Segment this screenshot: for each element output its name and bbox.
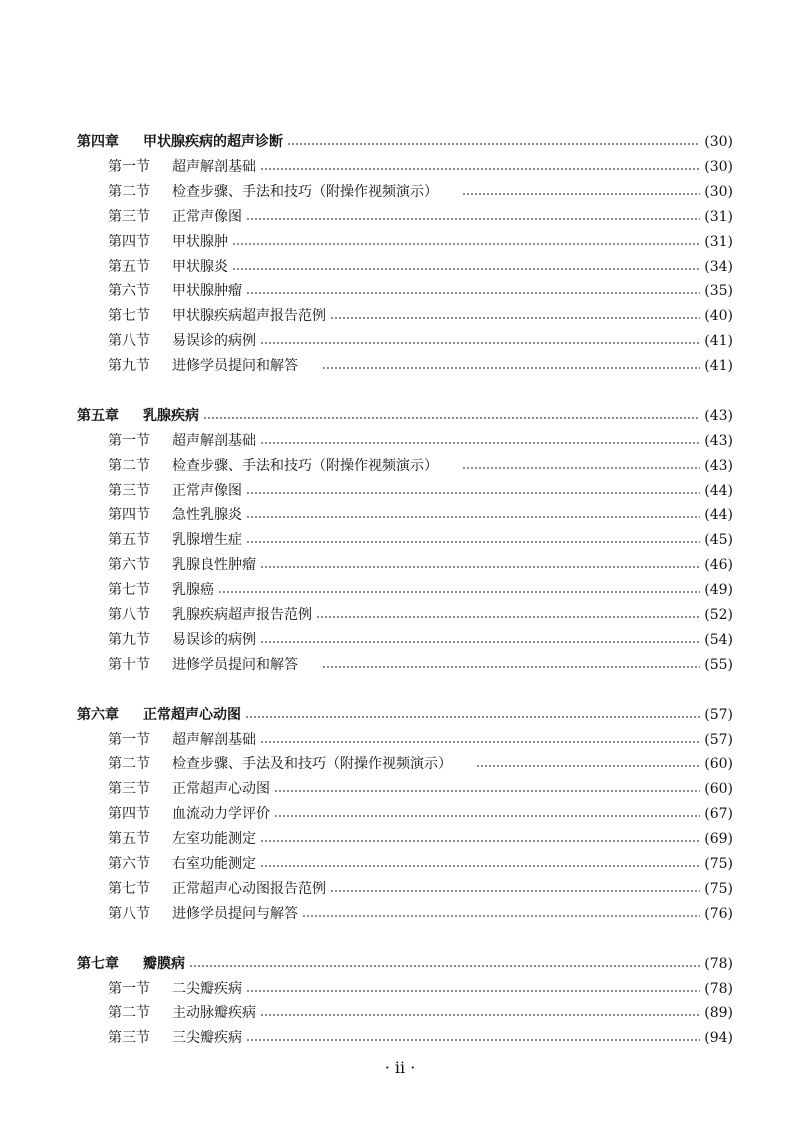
section-number: 第十节 — [108, 657, 150, 673]
section-title: 正常超声心动图 — [172, 781, 270, 797]
toc-section-entry — [108, 429, 733, 453]
toc-section-entry — [108, 628, 733, 652]
section-number: 第一节 — [108, 433, 150, 449]
page-reference: (75) — [704, 856, 733, 872]
page-reference: (30) — [704, 159, 733, 175]
dot-leader — [302, 915, 700, 917]
page-reference: (57) — [704, 732, 733, 748]
dot-leader — [274, 815, 700, 817]
dot-leader — [322, 666, 700, 668]
section-title: 易误诊的病例 — [172, 632, 256, 648]
dot-leader — [260, 566, 700, 568]
dot-leader — [322, 367, 700, 369]
page-reference: (43) — [704, 433, 733, 449]
toc-section-entry — [108, 728, 733, 752]
dot-leader — [260, 342, 700, 344]
section-number: 第五节 — [108, 532, 150, 548]
section-number: 第八节 — [108, 906, 150, 922]
section-number: 第四节 — [108, 234, 150, 250]
section-title: 检查步骤、手法及和技巧（附操作视频演示） — [172, 756, 452, 772]
page-reference: (75) — [704, 881, 733, 897]
page-reference: (30) — [704, 134, 733, 150]
section-title: 甲状腺肿 — [172, 234, 228, 250]
toc-section-entry — [108, 1001, 733, 1025]
dot-leader — [246, 492, 700, 494]
page-reference: (45) — [704, 532, 733, 548]
section-title: 进修学员提问和解答 — [172, 358, 298, 374]
toc-section-entry — [108, 977, 733, 1001]
page-reference: (54) — [704, 632, 733, 648]
dot-leader — [232, 243, 700, 245]
page-reference: (46) — [704, 557, 733, 573]
page-reference: (76) — [704, 906, 733, 922]
section-title: 检查步骤、手法和技巧（附操作视频演示） — [172, 458, 438, 474]
section-number: 第二节 — [108, 1005, 150, 1021]
page-reference: (60) — [704, 756, 733, 772]
toc-chapter-entry — [77, 130, 733, 154]
dot-leader — [246, 1039, 700, 1041]
dot-leader — [189, 965, 700, 967]
page-reference: (49) — [704, 582, 733, 598]
chapter-number: 第五章 — [77, 408, 119, 424]
toc-section-entry — [108, 852, 733, 876]
page-reference: (89) — [704, 1005, 733, 1021]
section-title: 甲状腺炎 — [172, 259, 228, 275]
section-number: 第一节 — [108, 159, 150, 175]
toc-chapter-entry — [77, 703, 733, 727]
page-reference: (35) — [704, 283, 733, 299]
section-title: 正常声像图 — [172, 483, 242, 499]
section-number: 第五节 — [108, 831, 150, 847]
toc-section-entry — [108, 802, 733, 826]
dot-leader — [246, 516, 700, 518]
section-number: 第七节 — [108, 308, 150, 324]
dot-leader — [316, 616, 700, 618]
dot-leader — [260, 442, 700, 444]
section-number: 第三节 — [108, 483, 150, 499]
section-number: 第二节 — [108, 458, 150, 474]
section-number: 第一节 — [108, 981, 150, 997]
section-title: 检查步骤、手法和技巧（附操作视频演示） — [172, 184, 438, 200]
section-title: 乳腺增生症 — [172, 532, 242, 548]
toc-section-entry — [108, 553, 733, 577]
section-number: 第四节 — [108, 806, 150, 822]
dot-leader — [330, 890, 700, 892]
dot-leader — [246, 541, 700, 543]
chapter-number: 第六章 — [77, 707, 119, 723]
page-reference: (94) — [704, 1030, 733, 1046]
section-number: 第六节 — [108, 856, 150, 872]
chapter-title: 瓣膜病 — [143, 956, 185, 972]
section-title: 急性乳腺炎 — [172, 507, 242, 523]
chapter-title: 正常超声心动图 — [143, 707, 241, 723]
toc-section-entry — [108, 454, 733, 478]
toc-section-entry — [108, 304, 733, 328]
dot-leader — [462, 467, 700, 469]
section-title: 进修学员提问和解答 — [172, 657, 298, 673]
dot-leader — [260, 1014, 700, 1016]
toc-section-entry — [108, 827, 733, 851]
toc-section-entry — [108, 877, 733, 901]
page-reference: (55) — [704, 657, 733, 673]
section-title: 正常超声心动图报告范例 — [172, 881, 326, 897]
dot-leader — [246, 218, 700, 220]
dot-leader — [218, 591, 700, 593]
section-number: 第一节 — [108, 732, 150, 748]
toc-section-entry — [108, 230, 733, 254]
page-reference: (57) — [704, 707, 733, 723]
section-title: 甲状腺肿瘤 — [172, 283, 242, 299]
page-reference: (30) — [704, 184, 733, 200]
section-number: 第三节 — [108, 209, 150, 225]
toc-section-entry — [108, 155, 733, 179]
chapter-number: 第四章 — [77, 134, 119, 150]
toc-section-entry — [108, 902, 733, 926]
section-number: 第八节 — [108, 333, 150, 349]
dot-leader — [260, 168, 700, 170]
chapter-number: 第七章 — [77, 956, 119, 972]
page-reference: (60) — [704, 781, 733, 797]
page-reference: (69) — [704, 831, 733, 847]
toc-section-entry — [108, 180, 733, 204]
section-number: 第九节 — [108, 358, 150, 374]
section-number: 第八节 — [108, 607, 150, 623]
toc-section-entry — [108, 777, 733, 801]
section-number: 第三节 — [108, 1030, 150, 1046]
dot-leader — [287, 143, 700, 145]
section-title: 超声解剖基础 — [172, 732, 256, 748]
dot-leader — [274, 790, 700, 792]
section-number: 第六节 — [108, 557, 150, 573]
page-reference: (40) — [704, 308, 733, 324]
dot-leader — [260, 641, 700, 643]
toc-section-entry — [108, 279, 733, 303]
page-reference: (44) — [704, 507, 733, 523]
dot-leader — [203, 417, 700, 419]
section-title: 右室功能测定 — [172, 856, 256, 872]
section-title: 左室功能测定 — [172, 831, 256, 847]
section-number: 第三节 — [108, 781, 150, 797]
section-number: 第二节 — [108, 756, 150, 772]
chapter-title: 乳腺疾病 — [143, 408, 199, 424]
section-title: 乳腺良性肿瘤 — [172, 557, 256, 573]
dot-leader — [330, 317, 700, 319]
section-title: 进修学员提问与解答 — [172, 906, 298, 922]
page-reference: (78) — [704, 981, 733, 997]
section-title: 易误诊的病例 — [172, 333, 256, 349]
toc-section-entry — [108, 528, 733, 552]
page-reference: (41) — [704, 358, 733, 374]
page-reference: (31) — [704, 209, 733, 225]
page-reference: (31) — [704, 234, 733, 250]
toc-section-entry — [108, 578, 733, 602]
section-title: 甲状腺疾病超声报告范例 — [172, 308, 326, 324]
toc-section-entry — [108, 479, 733, 503]
dot-leader — [246, 990, 700, 992]
section-title: 血流动力学评价 — [172, 806, 270, 822]
section-number: 第六节 — [108, 283, 150, 299]
section-title: 主动脉瓣疾病 — [172, 1005, 256, 1021]
dot-leader — [476, 765, 700, 767]
dot-leader — [246, 292, 700, 294]
section-title: 超声解剖基础 — [172, 433, 256, 449]
dot-leader — [462, 193, 700, 195]
page-reference: (34) — [704, 259, 733, 275]
section-title: 三尖瓣疾病 — [172, 1030, 242, 1046]
page-reference: (44) — [704, 483, 733, 499]
dot-leader — [260, 741, 700, 743]
section-number: 第二节 — [108, 184, 150, 200]
page-reference: (41) — [704, 333, 733, 349]
toc-section-entry — [108, 503, 733, 527]
section-number: 第四节 — [108, 507, 150, 523]
chapter-title: 甲状腺疾病的超声诊断 — [143, 134, 283, 150]
toc-section-entry — [108, 255, 733, 279]
section-title: 超声解剖基础 — [172, 159, 256, 175]
page-reference: (67) — [704, 806, 733, 822]
page-reference: (43) — [704, 408, 733, 424]
dot-leader — [232, 268, 700, 270]
section-number: 第七节 — [108, 582, 150, 598]
toc-section-entry — [108, 603, 733, 627]
section-number: 第七节 — [108, 881, 150, 897]
toc-section-entry — [108, 205, 733, 229]
dot-leader — [260, 840, 700, 842]
section-title: 乳腺癌 — [172, 582, 214, 598]
section-title: 乳腺疾病超声报告范例 — [172, 607, 312, 623]
toc-section-entry — [108, 752, 733, 776]
dot-leader — [245, 716, 700, 718]
toc-section-entry — [108, 1026, 733, 1050]
section-number: 第五节 — [108, 259, 150, 275]
section-number: 第九节 — [108, 632, 150, 648]
section-title: 正常声像图 — [172, 209, 242, 225]
dot-leader — [260, 865, 700, 867]
toc-section-entry — [108, 653, 733, 677]
toc-section-entry — [108, 329, 733, 353]
section-title: 二尖瓣疾病 — [172, 981, 242, 997]
toc-chapter-entry — [77, 404, 733, 428]
page-reference: (43) — [704, 458, 733, 474]
toc-section-entry — [108, 354, 733, 378]
page-reference: (52) — [704, 607, 733, 623]
toc-chapter-entry — [77, 952, 733, 976]
page-number: · ii · — [384, 1058, 416, 1077]
page-reference: (78) — [704, 956, 733, 972]
